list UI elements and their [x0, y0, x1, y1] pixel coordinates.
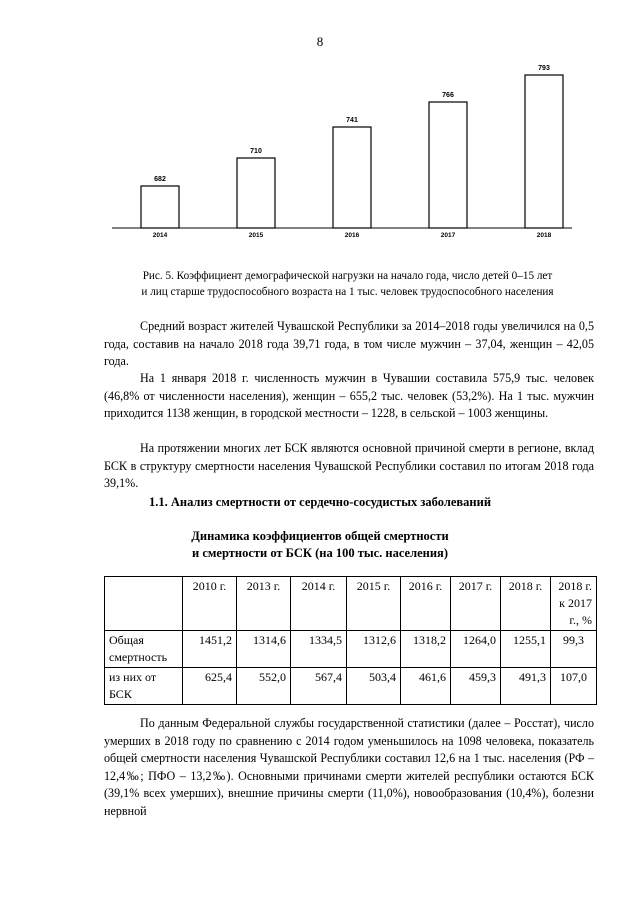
table-cell: 107,0	[551, 668, 597, 705]
table-cell: 552,0	[237, 668, 291, 705]
x-tick-label: 2018	[536, 232, 552, 239]
paragraph-text: На 1 января 2018 г. численность мужчин в Чувашии составила 575,9 тыс. человек (46,8% от численности населения), женщин – 655,2 тыс. человек (53,2%). На 1 тыс. мужчин приходится 1138 женщин, в городской местности – 1228, в сельской – 1003 женщины.	[104, 371, 594, 420]
bar	[429, 102, 467, 228]
header-cell: 2013 г.	[237, 577, 291, 631]
table-cell: 1314,6	[237, 631, 291, 668]
table-cell: 1264,0	[451, 631, 501, 668]
caption-line-2: и лиц старше трудоспособного возраста на 1 тыс. человек трудоспособного населения	[141, 286, 554, 298]
data-label: 793	[538, 65, 550, 72]
data-label: 710	[250, 148, 262, 155]
paragraph-rosstat	[104, 715, 594, 820]
table-cell: 503,4	[347, 668, 401, 705]
section-title: 1.1. Анализ смертности от сердечно-сосудистых заболеваний	[148, 495, 492, 509]
paragraph-text: На протяжении многих лет БСК являются основной причиной смерти в регионе, вклад БСК в структуру смертности населения Чувашской Республики составил по итогам 2018 года 39,1%.	[104, 441, 594, 490]
bar-chart	[112, 60, 572, 250]
header-cell-empty	[105, 577, 183, 631]
table-cell: 1451,2	[183, 631, 237, 668]
figure-caption	[105, 268, 590, 300]
bar	[333, 127, 371, 228]
row-label: Общая смертность	[105, 631, 183, 668]
header-cell: 2015 г.	[347, 577, 401, 631]
table-cell: 1318,2	[401, 631, 451, 668]
header-cell: 2017 г.	[451, 577, 501, 631]
bar	[237, 158, 275, 228]
table-cell: 1255,1	[501, 631, 551, 668]
table-cell: 1312,6	[347, 631, 401, 668]
paragraph-text: По данным Федеральной службы государственной статистики (далее – Росстат), число умерших в 2018 году по сравнению с 2014 годом уменьшилось на 1098 человека, показатель общей смертности населения Чувашской Республики составил 12,6 на 1 тыс. населения (РФ – 12,4‰; ПФО – 13,2‰). Основными причинами смерти жителей республики остаются БСК (39,1% всех умерших), внешние причины смерти (11,0%), новообразования (10,4%), болезни нервной	[104, 716, 594, 818]
table-cell: 567,4	[291, 668, 347, 705]
page-number: 8	[316, 34, 324, 49]
bar	[141, 186, 179, 228]
row-label-part: из них от	[109, 670, 157, 684]
header-cell: 2018 г.	[501, 577, 551, 631]
x-tick-label: 2016	[344, 232, 360, 239]
table-cell: 459,3	[451, 668, 501, 705]
header-cell: 2014 г.	[291, 577, 347, 631]
table-row-bsk-mortality	[105, 668, 597, 705]
data-label: 741	[346, 117, 358, 124]
mortality-table	[104, 576, 597, 705]
row-label	[105, 668, 183, 705]
table-title-line-1: Динамика коэффициентов общей смертности	[191, 529, 449, 543]
table-cell: 491,3	[501, 668, 551, 705]
paragraph-gender	[104, 370, 594, 423]
header-cell-ratio: 2018 г. к 2017 г., %	[551, 577, 597, 631]
header-cell: 2016 г.	[401, 577, 451, 631]
data-label: 682	[154, 176, 166, 183]
table-cell: 99,3	[551, 631, 597, 668]
paragraph-bsk	[104, 440, 594, 493]
table-cell: 625,4	[183, 668, 237, 705]
table-title	[0, 528, 640, 562]
x-tick-label: 2017	[440, 232, 456, 239]
bar	[525, 75, 563, 228]
row-label-part: БСК	[109, 687, 132, 701]
table-row-total-mortality	[105, 631, 597, 668]
x-tick-label: 2015	[248, 232, 264, 239]
caption-line-1: Рис. 5. Коэффициент демографической нагрузки на начало года, число детей 0–15 лет	[142, 270, 553, 282]
x-tick-label: 2014	[152, 232, 168, 239]
table-title-line-2: и смертности от БСК (на 100 тыс. населения)	[192, 546, 448, 560]
table-header-row	[105, 577, 597, 631]
table-cell: 1334,5	[291, 631, 347, 668]
paragraph-text: Средний возраст жителей Чувашской Республики за 2014–2018 годы увеличился на 0,5 года, составив на начало 2018 года 39,71 года, в том числе мужчин – 37,04, женщин – 42,05 года.	[104, 319, 594, 368]
header-cell: 2010 г.	[183, 577, 237, 631]
table-cell: 461,6	[401, 668, 451, 705]
paragraph-average-age	[104, 318, 594, 371]
data-label: 766	[442, 92, 454, 99]
